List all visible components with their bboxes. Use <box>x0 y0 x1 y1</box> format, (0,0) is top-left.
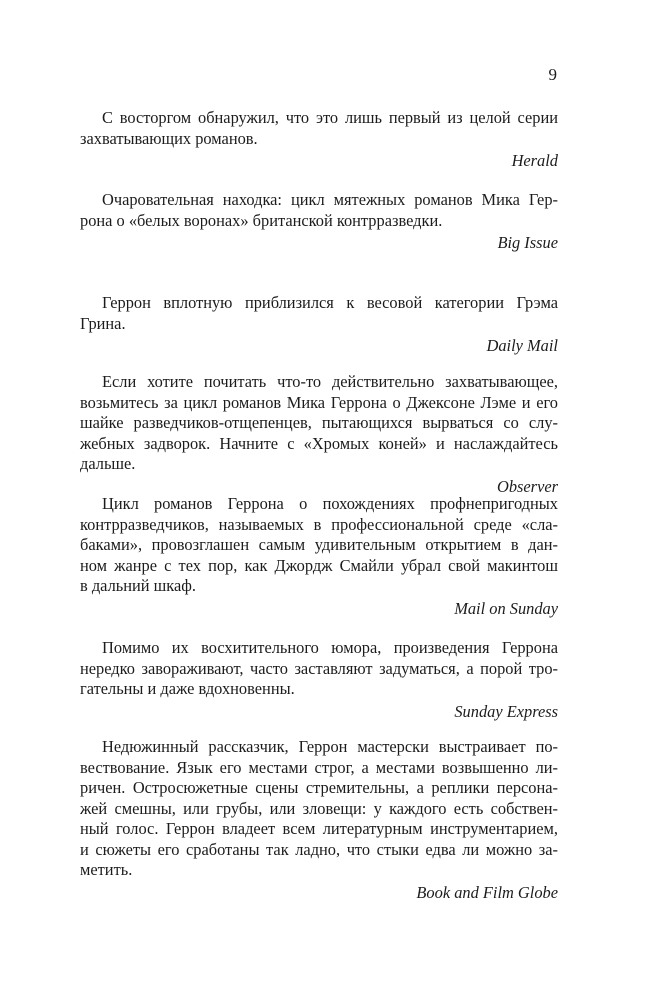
quote-source: Herald <box>511 151 558 170</box>
quote-source: Mail on Sunday <box>454 598 558 618</box>
quote-source: Big Issue <box>497 233 558 252</box>
quote-line: метить. <box>80 860 133 879</box>
quote-line: Недюжинный рассказчик, Геррон мастерски выстраивает по- <box>102 737 558 756</box>
quote-text <box>80 494 558 597</box>
quote-line: Очаровательная находка: цикл мятежных романов Мика Гер- <box>102 190 558 209</box>
quote-line: гательны и даже вдохновенны. <box>80 679 295 698</box>
quote-line: вествование. Язык его местами строг, а местами возвышенно ли- <box>80 757 558 777</box>
review-quote <box>80 737 558 903</box>
quote-text <box>80 372 558 475</box>
page-number: 9 <box>548 65 557 84</box>
review-quote <box>80 372 558 497</box>
quote-line: ном жанре с тех пор, как Джордж Смайли убрал свой макинтош <box>80 555 558 575</box>
quote-line: и сюжеты его сработаны так ладно, что стыки едва ли можно за- <box>80 839 558 859</box>
quote-source: Observer <box>497 476 558 496</box>
quote-line: Цикл романов Геррона о похождениях профнепригодных <box>102 494 558 513</box>
quote-line: Грина. <box>80 313 126 333</box>
quote-text <box>80 190 558 231</box>
quote-line: контрразведчиков, называемых в профессиональной среде «сла- <box>80 514 558 534</box>
quote-line: захватывающих романов. <box>80 128 258 148</box>
quote-line: дальше. <box>80 454 136 473</box>
quote-line: нередко завораживают, часто заставляют задуматься, а порой тро- <box>80 658 558 678</box>
quote-text <box>80 737 558 881</box>
review-quote <box>80 190 558 254</box>
review-quote <box>80 293 558 357</box>
quote-line: Геррон вплотную приблизился к весовой категории Грэма <box>102 293 558 312</box>
quote-text <box>80 293 558 334</box>
quote-source: Book and Film Globe <box>416 882 558 902</box>
quote-line: Если хотите почитать что-то действительно захватывающее, <box>102 372 558 391</box>
quote-line: возьмитесь за цикл романов Мика Геррона о Джексоне Лэме и его <box>80 392 558 412</box>
quote-text <box>80 108 558 149</box>
quote-line: баками», провозглашен самым удивительным открытием в дан- <box>80 535 558 554</box>
quote-line: С восторгом обнаружил, что это лишь первый из целой серии <box>102 108 558 127</box>
quote-source: Daily Mail <box>486 336 558 355</box>
quote-line: шайке разведчиков-отщепенцев, пытающихся вырваться со слу- <box>80 413 558 432</box>
quote-text <box>80 638 558 700</box>
quote-line: Помимо их восхитительного юмора, произведения Геррона <box>102 638 558 657</box>
review-quote <box>80 108 558 172</box>
review-quote <box>80 494 558 619</box>
review-quote <box>80 638 558 722</box>
quote-line: рона о «белых воронах» британской контрразведки. <box>80 210 443 230</box>
quote-source: Sunday Express <box>454 701 558 721</box>
quote-line: ричен. Остросюжетные сцены стремительны, а реплики персона- <box>80 778 558 797</box>
quote-line: в дальний шкаф. <box>80 576 196 595</box>
quote-line: жей смешны, или грубы, или зловещи: у каждого есть собствен- <box>80 798 558 818</box>
quote-line: жебных задворок. Начните с «Хромых коней» и наслаждайтесь <box>80 433 558 453</box>
quote-line: ный голос. Геррон владеет всем литературным инструментарием, <box>80 819 558 838</box>
